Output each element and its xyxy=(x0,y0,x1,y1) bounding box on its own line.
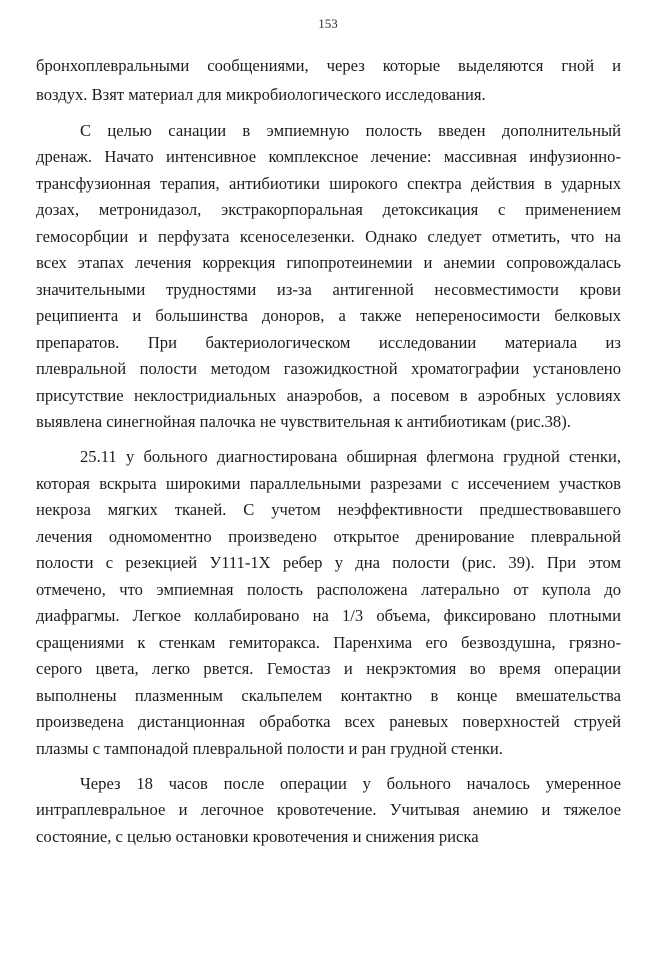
text-line: присутствие неклостридиальных анаэробов, а посевом в аэробных условиях xyxy=(36,386,621,405)
text-line: выполнены плазменным скальпелем контактно в конце вмешательства xyxy=(36,686,621,705)
text-line: плевральной полости методом газожидкостной хроматографии установлено xyxy=(36,359,621,378)
text-line: которая вскрыта широкими параллельными разрезами с иссечением участков xyxy=(36,474,621,493)
text-line: 25.11 у больного диагностирована обширная флегмона грудной стенки, xyxy=(80,447,621,466)
text-line: состояние, с целью остановки кровотечения и снижения риска xyxy=(36,827,479,846)
text-line: отмечено, что эмпиемная полость расположена латерально от купола до xyxy=(36,580,621,599)
text-line: произведена дистанционная обработка всех раневых поверхностей струей xyxy=(36,712,621,731)
text-line: воздух. Взят материал для микробиологического исследования. xyxy=(36,85,486,104)
text-line: сращениями к стенкам гемиторакса. Паренхима его безвоздушна, грязно- xyxy=(36,633,621,652)
text-line: дренаж. Начато интенсивное комплексное лечение: массивная инфузионно- xyxy=(36,147,621,166)
text-line: Через 18 часов после операции у больного началось умеренное xyxy=(80,774,621,793)
text-line: дозах, метронидазол, экстракорпоральная детоксикация с применением xyxy=(36,200,621,219)
page-number: 153 xyxy=(318,16,338,31)
text-line: трансфузионная терапия, антибиотики широкого спектра действия в ударных xyxy=(36,174,621,193)
text-line: реципиента и большинства доноров, а также непереносимости белковых xyxy=(36,306,621,325)
text-line: значительными трудностями из-за антигенной несовместимости крови xyxy=(36,280,621,299)
text-line: плазмы с тампонадой плевральной полости и ран грудной стенки. xyxy=(36,739,503,758)
text-line: серого цвета, легко рвется. Гемостаз и некрэктомия во время операции xyxy=(36,659,621,678)
text-line: гемосорбции и перфузата ксеноселезенки. Однако следует отметить, что на xyxy=(36,227,621,246)
text-line: полости с резекцией У111-1Х ребер у дна полости (рис. 39). При этом xyxy=(36,553,621,572)
text-line: диафрагмы. Легкое коллабировано на 1/3 объема, фиксировано плотными xyxy=(36,606,621,625)
text-line: бронхоплевральными сообщениями, через которые выделяются гной и xyxy=(36,56,621,75)
text-line: всех этапах лечения коррекция гипопротеинемии и анемии сопровождалась xyxy=(36,253,621,272)
text-line: интраплевральное и легочное кровотечение. Учитывая анемию и тяжелое xyxy=(36,800,621,819)
text-line: выявлена синегнойная палочка не чувствительная к антибиотикам (рис.38). xyxy=(36,412,571,431)
text-line: некроза мягких тканей. С учетом неэффективности предшествовавшего xyxy=(36,500,621,519)
text-line: лечения одномоментно произведено открытое дренирование плевральной xyxy=(36,527,621,546)
text-line: С целью санации в эмпиемную полость введен дополнительный xyxy=(80,121,621,140)
text-line: препаратов. При бактериологическом исследовании материала из xyxy=(36,333,621,352)
